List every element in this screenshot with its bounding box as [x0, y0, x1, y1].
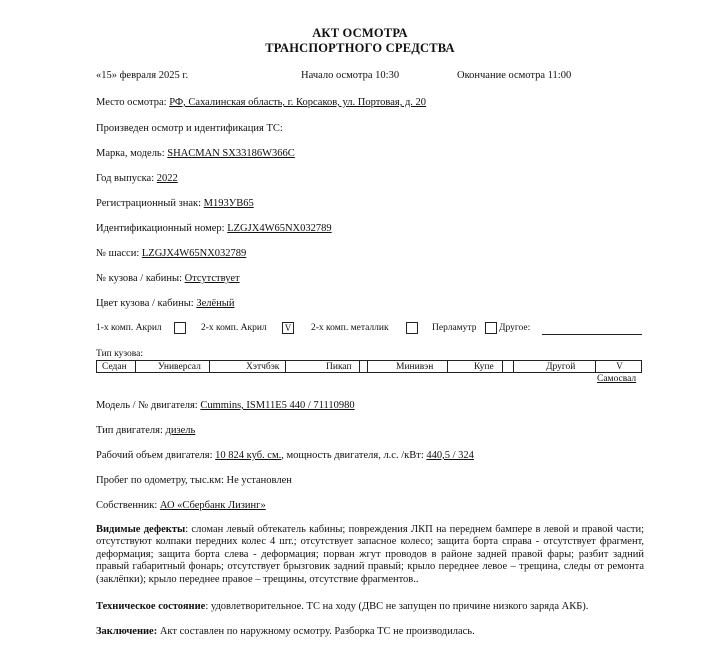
body-pickup-divider: [367, 361, 387, 373]
place-row: [96, 97, 426, 108]
color-label: Цвет кузова / кабины:: [96, 298, 194, 309]
body-hatchback-checkbox[interactable]: [285, 361, 323, 373]
reg-value: М193УВ65: [203, 198, 254, 209]
body-number-row: [96, 273, 240, 284]
tech-state-paragraph: [96, 601, 644, 613]
chassis-label: № шасси:: [96, 248, 140, 259]
place-label: Место осмотра:: [96, 97, 167, 108]
engine-type-label: Тип двигателя:: [96, 425, 163, 436]
identification-heading: Произведен осмотр и идентификация ТС:: [96, 123, 283, 134]
year-label: Год выпуска:: [96, 173, 155, 184]
body-minivan-label: Минивэн: [396, 362, 434, 372]
paint-acryl1-label: 1-х комп. Акрил: [96, 323, 162, 333]
owner-row: [96, 500, 266, 511]
paint-acryl2-label: 2-х комп. Акрил: [201, 323, 267, 333]
inspection-date: «15» февраля 2025 г.: [96, 70, 189, 81]
defects-label: Видимые дефекты: [96, 524, 186, 535]
body-pickup-label: Пикап: [326, 362, 352, 372]
paint-other-label: Другое:: [499, 323, 531, 333]
engine-model-value: Cummins, ISM11E5 440 / 71110980: [200, 400, 355, 411]
inspection-end: Окончание осмотра 11:00: [457, 70, 572, 81]
body-sedan-label: Седан: [102, 362, 127, 372]
body-number-label: № кузова / кабины:: [96, 273, 182, 284]
paint-metallic-label: 2-х комп. металлик: [311, 323, 389, 333]
paint-pearl-checkbox[interactable]: [485, 322, 497, 334]
body-other-checkbox[interactable]: V: [595, 361, 643, 373]
body-coupe-checkbox[interactable]: [513, 361, 529, 373]
owner-value: АО «Сбербанк Лизинг»: [159, 500, 266, 511]
conclusion-paragraph: [96, 626, 644, 638]
vin-value: LZGJX4W65NX032789: [227, 223, 332, 234]
engine-type-row: [96, 425, 195, 436]
body-hatchback-label: Хэтчбэк: [246, 362, 280, 372]
paint-acryl1-checkbox[interactable]: [174, 322, 186, 334]
vin-row: [96, 223, 332, 234]
body-number-value: Отсутствует: [184, 273, 240, 284]
defects-text: : сломан левый обтекатель кабины; повреждения ЛКП на переднем бампере в левой и правой части; отсутствуют колпаки передних колес 4 шт.; отсутствует запасное колесо; защита борта справа - отсутствует фрагмент, деформация; защита борта слева - деформация; порван жгут проводов в районе задней правой фары; разбит задний правый габаритный фонарь; отсутствует брызговик задний правый; крыло переднее левое – трещина, следы от ремонта (заклёпки); крыло переднее правое – трещины, отсутствие фрагментов..: [96, 524, 644, 585]
doc-title-line1: АКТ ОСМОТРА: [312, 26, 408, 40]
engine-volume-value: 10 824 куб. см.: [215, 450, 282, 461]
tech-state-label: Техническое состояние: [96, 601, 206, 612]
engine-type-value: дизель: [165, 425, 196, 436]
model-value: SHACMAN SX33186W366C: [167, 148, 295, 159]
inspection-start: Начало осмотра 10:30: [301, 70, 400, 81]
body-coupe-divider: [502, 361, 513, 373]
paint-acryl2-checkbox[interactable]: V: [282, 322, 294, 334]
body-universal-checkbox[interactable]: [209, 361, 235, 373]
body-pickup-checkbox[interactable]: [359, 361, 367, 373]
year-row: [96, 173, 178, 184]
chassis-row: [96, 248, 246, 259]
color-value: Зелёный: [196, 298, 235, 309]
paint-other-line[interactable]: [542, 334, 642, 335]
engine-power-label: , мощность двигателя, л.с. /кВт:: [281, 450, 424, 461]
engine-model-row: [96, 400, 355, 411]
chassis-value: LZGJX4W65NX032789: [141, 248, 247, 259]
model-label: Марка, модель:: [96, 148, 165, 159]
engine-power-value: 440,5 / 324: [426, 450, 474, 461]
reg-row: [96, 198, 254, 209]
year-value: 2022: [156, 173, 178, 184]
tech-state-text: : удовлетворительное. ТС на ходу (ДВС не запущен по причине низкого заряда АКБ).: [205, 601, 589, 612]
body-minivan-checkbox[interactable]: [447, 361, 465, 373]
body-dump-label: Самосвал: [597, 374, 637, 384]
place-value: РФ, Сахалинская область, г. Корсаков, ул. Портовая, д. 20: [169, 97, 427, 108]
model-row: [96, 148, 295, 159]
doc-title-line2: ТРАНСПОРТНОГО СРЕДСТВА: [265, 41, 455, 55]
owner-label: Собственник:: [96, 500, 158, 511]
engine-volume-label: Рабочий объем двигателя:: [96, 450, 213, 461]
paint-metallic-checkbox[interactable]: [406, 322, 418, 334]
defects-paragraph: [96, 524, 644, 586]
vin-label: Идентификационный номер:: [96, 223, 225, 234]
color-row: [96, 298, 234, 309]
conclusion-label: Заключение:: [96, 626, 158, 637]
engine-volume-row: [96, 450, 474, 461]
body-sedan-checkbox[interactable]: [135, 361, 149, 373]
conclusion-text: Акт составлен по наружному осмотру. Разборка ТС не производилась.: [157, 626, 475, 637]
body-universal-label: Универсал: [158, 362, 201, 372]
mileage-row: Пробег по одометру, тыс.км: Не установлен: [96, 475, 292, 486]
body-other-label: Другой: [546, 362, 576, 372]
paint-pearl-label: Перламутр: [432, 323, 477, 333]
body-coupe-label: Купе: [474, 362, 494, 372]
body-type-label: Тип кузова:: [96, 349, 144, 359]
engine-model-label: Модель / № двигателя:: [96, 400, 198, 411]
reg-label: Регистрационный знак:: [96, 198, 202, 209]
